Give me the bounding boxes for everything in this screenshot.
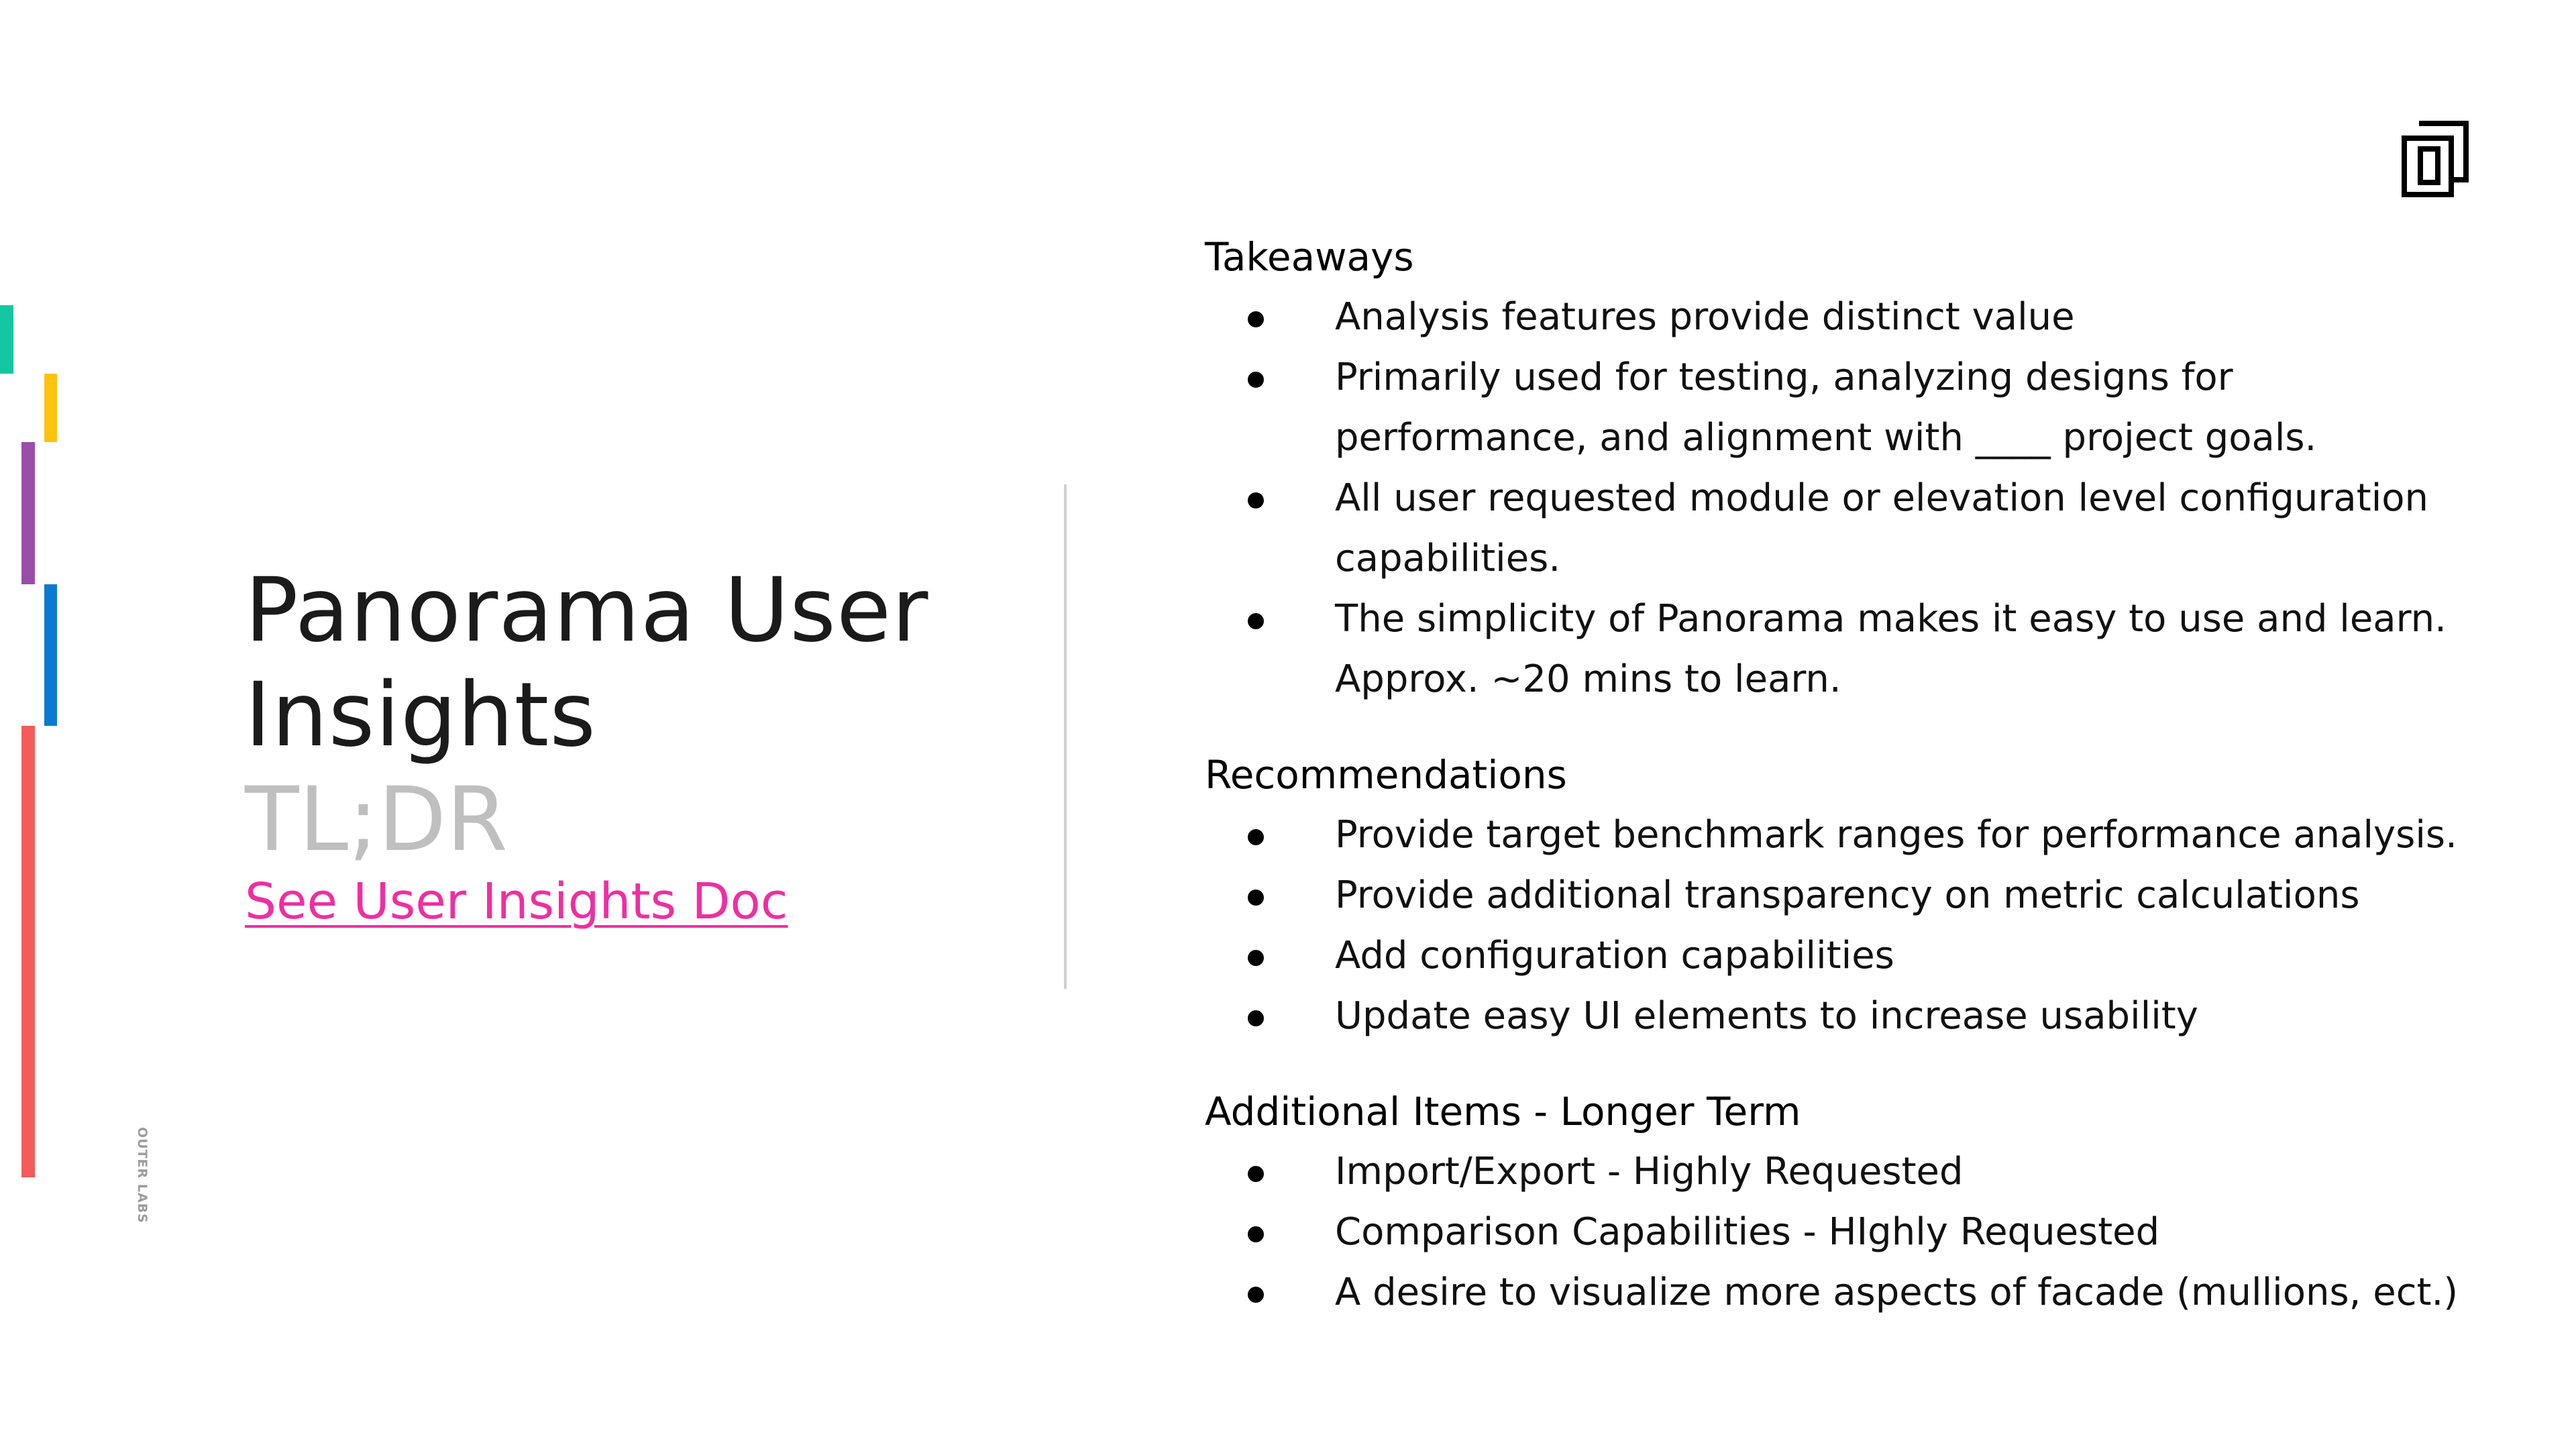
section-recommendations	[1205, 745, 2479, 1046]
section-heading: Recommendations	[1205, 752, 1567, 798]
list-item: Add configuration capabilities	[1205, 926, 2479, 986]
accent-bar-blue	[44, 584, 57, 726]
bullet-list	[1205, 1142, 2479, 1323]
accent-bar-teal	[0, 305, 13, 374]
section-heading: Takeaways	[1205, 234, 1414, 280]
list-item: All user requested module or elevation level configuration capabilities.	[1205, 468, 2479, 589]
bullet-list	[1205, 287, 2479, 710]
bullet-list	[1205, 805, 2479, 1046]
user-insights-doc-link[interactable]: See User Insights Doc	[245, 873, 788, 930]
list-item: Analysis features provide distinct value	[1205, 287, 2479, 347]
list-item: The simplicity of Panorama makes it easy to use and learn. Approx. ~20 mins to learn.	[1205, 589, 2479, 710]
section-takeaways	[1205, 227, 2479, 710]
title-block	[245, 558, 1050, 935]
list-item: Provide additional transparency on metric calculations	[1205, 865, 2479, 926]
outer-labs-logo-icon	[2402, 121, 2469, 197]
vertical-divider	[1064, 484, 1067, 989]
accent-bar-red	[21, 726, 35, 1177]
accent-bar-yellow	[44, 374, 57, 442]
slide-title-line-1: Panorama User	[245, 559, 929, 662]
list-item: Import/Export - Highly Requested	[1205, 1142, 2479, 1202]
slide-title-line-2: Insights	[245, 663, 597, 767]
slide-title	[245, 558, 1050, 767]
section-additional-items	[1205, 1081, 2479, 1323]
section-heading: Additional Items - Longer Term	[1205, 1089, 1801, 1134]
content-area	[1205, 227, 2479, 1358]
list-item: Primarily used for testing, analyzing designs for performance, and alignment with ____ project goals.	[1205, 347, 2479, 468]
vertical-brand-text: OUTER LABS	[135, 1127, 150, 1224]
list-item: Provide target benchmark ranges for performance analysis.	[1205, 805, 2479, 865]
accent-bar-purple	[21, 442, 35, 584]
list-item: Update easy UI elements to increase usability	[1205, 986, 2479, 1046]
slide-subtitle: TL;DR	[245, 768, 508, 871]
list-item: Comparison Capabilities - HIghly Requested	[1205, 1202, 2479, 1263]
list-item: A desire to visualize more aspects of facade (mullions, ect.)	[1205, 1263, 2479, 1323]
